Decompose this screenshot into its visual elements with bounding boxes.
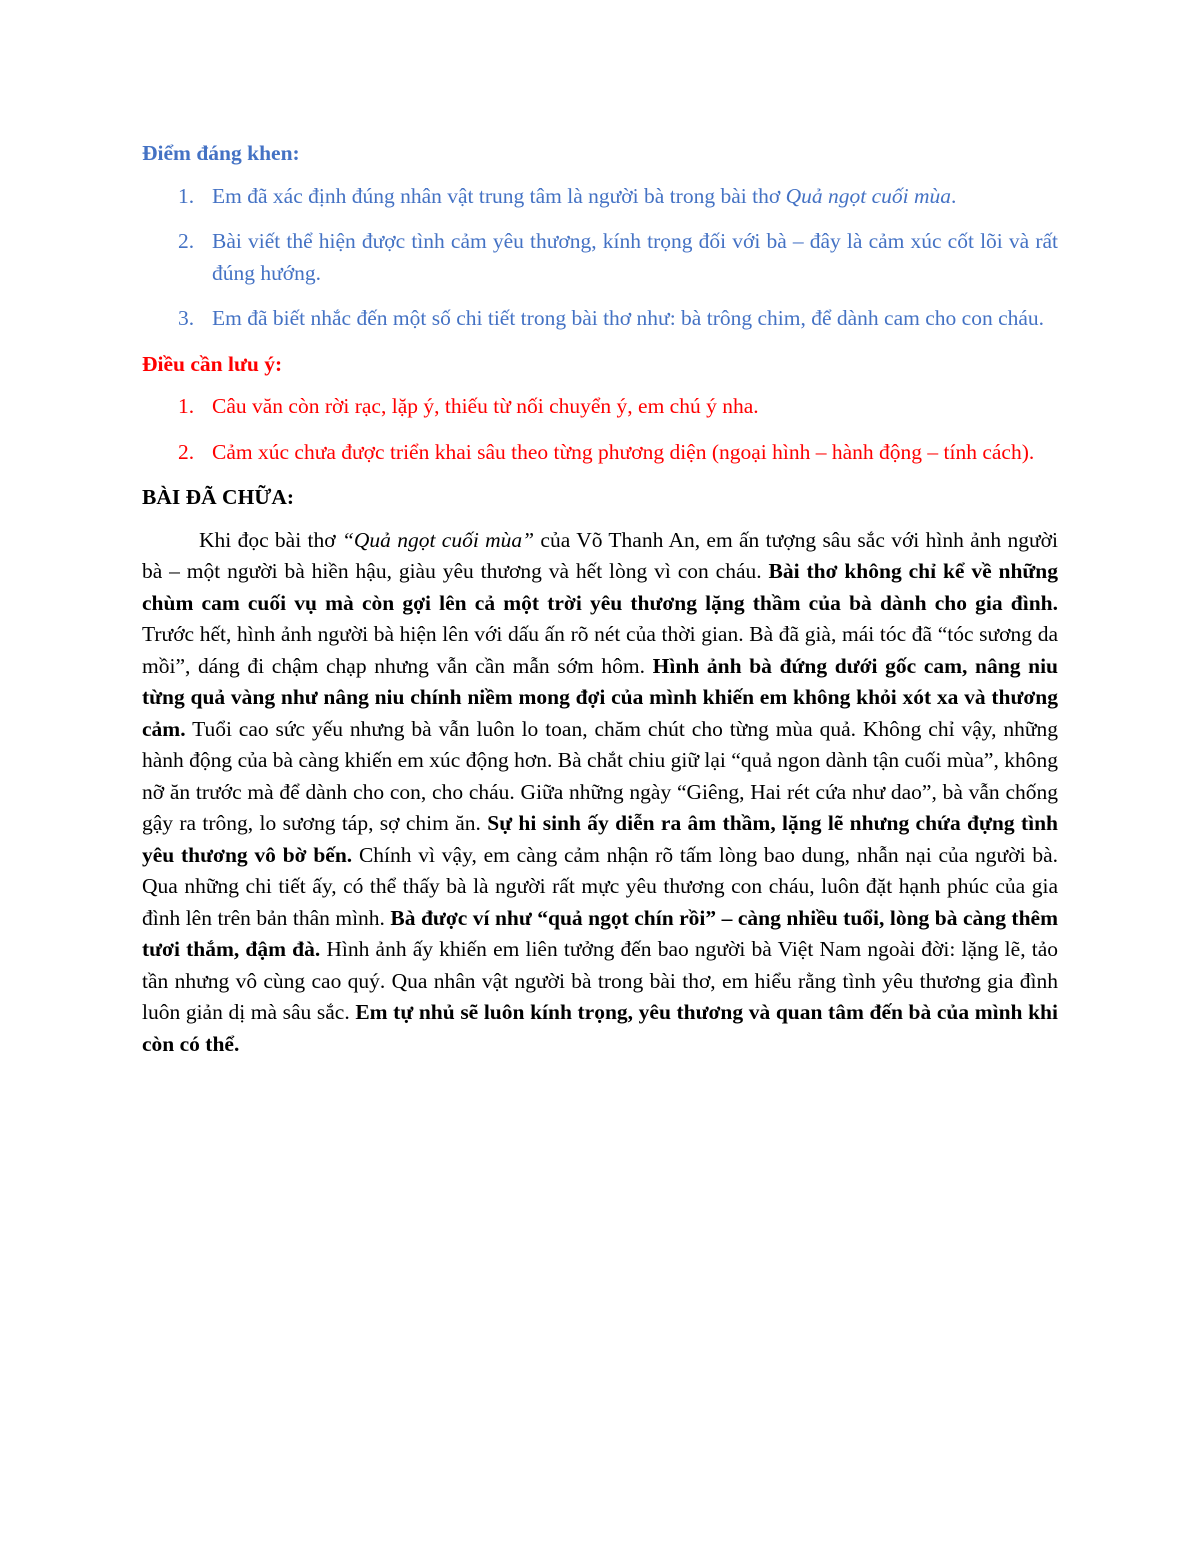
praise-item-2 — [142, 226, 1058, 289]
essay-segment: Hình ảnh ấy khiến em liên tưởng đến bao người bà Việt Nam ngoài đời: lặng lẽ, tảo tần nhưng vô cùng cao quý. Qua nhân vật người bà trong bài thơ, em hiểu rằng tình yêu thương gia đình luôn giản dị mà sâu sắc. — [142, 937, 1058, 1024]
list-text: Bài viết thể hiện được tình cảm yêu thương, kính trọng đối với bà – đây là cảm xúc cốt lõi và rất đúng hướng. — [212, 229, 1058, 285]
list-text: Câu văn còn rời rạc, lặp ý, thiếu từ nối chuyển ý, em chú ý nha. — [212, 394, 759, 418]
essay-segment-bold: Bài thơ không chỉ kể về những chùm cam cuối vụ mà còn gợi lên cả một trời yêu thương lặng thầm của bà dành cho gia đình. — [142, 559, 1059, 615]
note-item-2 — [142, 437, 1058, 469]
praise-item-3 — [142, 303, 1058, 335]
notes-heading: Điều cần lưu ý: — [142, 351, 283, 376]
list-number: 1. — [178, 394, 195, 418]
list-number: 3. — [178, 306, 195, 330]
essay-segment: Khi đọc bài thơ — [199, 527, 342, 552]
list-text: Em đã biết nhắc đến một số chi tiết trong bài thơ như: bà trông chim, để dành cam cho con cháu. — [212, 306, 1045, 330]
list-number: 2. — [178, 439, 195, 464]
praise-item-1 — [142, 181, 1058, 213]
praise-list — [142, 181, 1058, 335]
revised-essay-paragraph — [142, 525, 1058, 1061]
list-text: Em đã xác định đúng nhân vật trung tâm là người bà trong bài thơ — [212, 183, 786, 208]
list-text: Cảm xúc chưa được triển khai sâu theo từng phương diện (ngoại hình – hành động – tính cách). — [212, 439, 1035, 464]
essay-segment-bold: Sự hi sinh ấy diễn ra âm thầm, lặng lẽ nhưng chứa đựng tình yêu thương vô bờ bến. — [142, 811, 1058, 867]
essay-segment-italic: “Quả ngọt cuối mùa” — [341, 527, 535, 552]
notes-list — [142, 391, 1058, 468]
essay-segment: của Võ Thanh An, em ấn tượng sâu sắc với hình ảnh người bà – một người bà hiền hậu, giàu yêu thương và hết lòng vì con cháu. — [142, 527, 1059, 583]
essay-segment-bold: Em tự nhủ sẽ luôn kính trọng, yêu thương và quan tâm đến bà của mình khi còn có thể. — [142, 1000, 1058, 1056]
revised-essay-heading: BÀI ĐÃ CHỮA: — [142, 485, 295, 509]
essay-segment: Tuổi cao sức yếu nhưng bà vẫn luôn lo toan, chăm chút cho từng mùa quả. Không chỉ vậy, những hành động của bà càng khiến em xúc động hơn. Bà chắt chiu giữ lại “quả ngon dành tận cuối mùa”, không nỡ ăn trước mà để dành cho con, cho cháu. Giữa những ngày “Giêng, Hai rét cứa như dao”, bà vẫn chống gậy ra trông, lo sương táp, sợ chim ăn. — [142, 716, 1058, 835]
list-number: 2. — [178, 229, 195, 253]
list-text-end: . — [950, 183, 957, 208]
essay-segment: Trước hết, hình ảnh người bà hiện lên với dấu ấn rõ nét của thời gian. Bà đã già, mái tóc đã “tóc sương da mồi”, dáng đi chậm chạp nhưng vẫn cần mẫn sớm hôm. — [142, 622, 1058, 678]
poem-title: Quả ngọt cuối mùa — [785, 183, 951, 208]
document-page — [142, 138, 1058, 1060]
praise-heading: Điểm đáng khen: — [142, 141, 300, 165]
essay-segment-bold: Bà được ví như “quả ngọt chín rồi” – càng nhiều tuổi, lòng bà càng thêm tươi thắm, đậm đà. — [142, 905, 1059, 961]
essay-segment: Chính vì vậy, em càng cảm nhận rõ tấm lòng bao dung, nhẫn nại của người bà. Qua những chi tiết ấy, có thể thấy bà là người rất mực yêu thương con cháu, luôn đặt hạnh phúc của gia đình lên trên bản thân mình. — [142, 842, 1058, 930]
essay-segment-bold: Hình ảnh bà đứng dưới gốc cam, nâng niu từng quả vàng như nâng niu chính niềm mong đợi của mình khiến em không khỏi xót xa và thương cảm. — [142, 653, 1058, 741]
note-item-1 — [142, 391, 1058, 423]
list-number: 1. — [178, 183, 195, 208]
